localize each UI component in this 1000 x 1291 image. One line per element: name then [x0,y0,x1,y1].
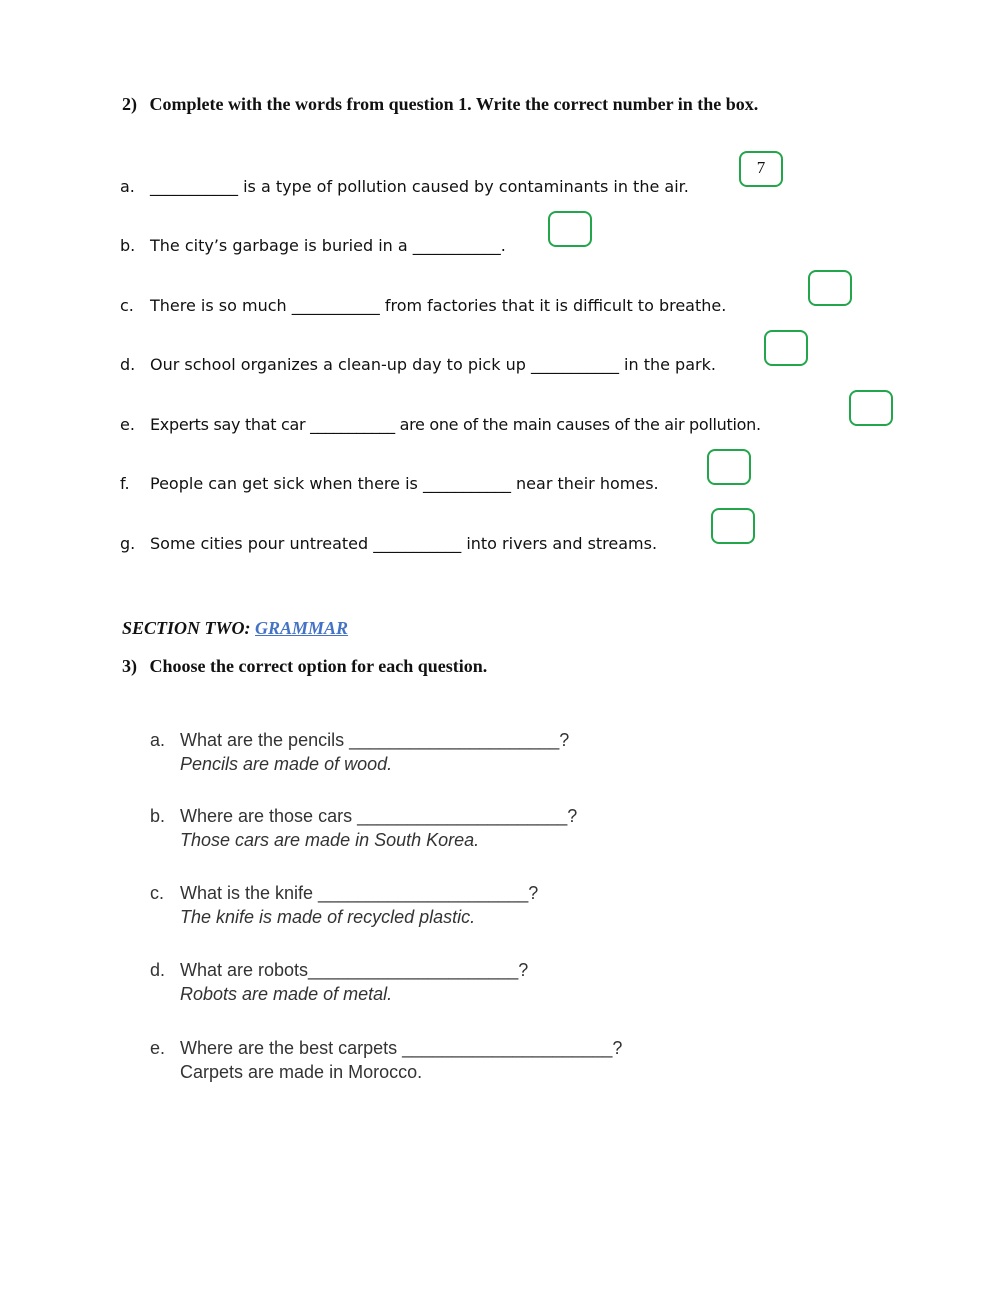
answer-box-a[interactable]: 7 [739,151,783,187]
q3-item-a [150,730,569,775]
q3-number: 3) [122,656,137,676]
q3-instruction: Choose the correct option for each question. [149,656,488,676]
item-letter: e. [120,415,135,434]
item-text: ___________ is a type of pollution caused by contaminants in the air. [150,177,689,196]
answer-box-e[interactable] [849,390,893,426]
answer-box-d[interactable] [764,330,808,366]
item-question: Where are those cars _____________________? [180,806,578,826]
q2-instruction: Complete with the words from question 1. Write the correct number in the box. [149,94,759,114]
item-answer: Pencils are made of wood. [180,754,393,774]
item-question: What are the pencils _____________________? [180,730,570,750]
answer-box-g[interactable] [711,508,755,544]
q2-item-g [120,534,657,553]
q3-item-c [150,883,538,928]
item-text: There is so much ___________ from factories that it is difficult to breathe. [150,296,727,315]
item-text: Experts say that car ___________ are one of the main causes of the air pollution. [150,415,761,434]
q3-item-b [150,806,577,851]
item-letter: f. [120,474,130,493]
item-question: What is the knife _____________________? [180,883,539,903]
item-text: People can get sick when there is ___________ near their homes. [150,474,659,493]
item-letter: c. [150,883,165,903]
q2-number: 2) [122,94,137,114]
item-text: The city’s garbage is buried in a ___________. [150,236,506,255]
q2-heading [122,94,758,115]
item-letter: b. [120,236,136,255]
answer-box-f[interactable] [707,449,751,485]
item-question: Where are the best carpets _____________________? [180,1038,623,1058]
item-letter: g. [120,534,136,553]
answer-box-c[interactable] [808,270,852,306]
q3-item-e [150,1038,622,1083]
grammar-link[interactable]: GRAMMAR [255,618,349,638]
item-answer: Carpets are made in Morocco. [180,1062,423,1082]
item-answer: The knife is made of recycled plastic. [180,907,476,927]
q3-item-d [150,960,528,1005]
q2-item-e [120,415,761,434]
q3-heading [122,656,487,677]
section-two-prefix: SECTION TWO: [122,618,251,638]
item-text: Our school organizes a clean-up day to pick up ___________ in the park. [150,355,716,374]
q2-item-c [120,296,726,315]
item-letter: d. [120,355,136,374]
q2-item-a [120,177,689,196]
item-answer: Robots are made of metal. [180,984,393,1004]
q2-item-f [120,474,659,493]
item-letter: c. [120,296,134,315]
answer-box-b[interactable] [548,211,592,247]
q2-item-d [120,355,716,374]
q2-item-b [120,236,506,255]
item-text: Some cities pour untreated ___________ into rivers and streams. [150,534,658,553]
item-letter: e. [150,1038,166,1058]
item-letter: d. [150,960,166,980]
item-letter: a. [150,730,166,750]
item-question: What are robots_____________________? [180,960,529,980]
section-two-heading [122,618,348,639]
item-answer: Those cars are made in South Korea. [180,830,480,850]
item-letter: a. [120,177,135,196]
item-letter: b. [150,806,166,826]
